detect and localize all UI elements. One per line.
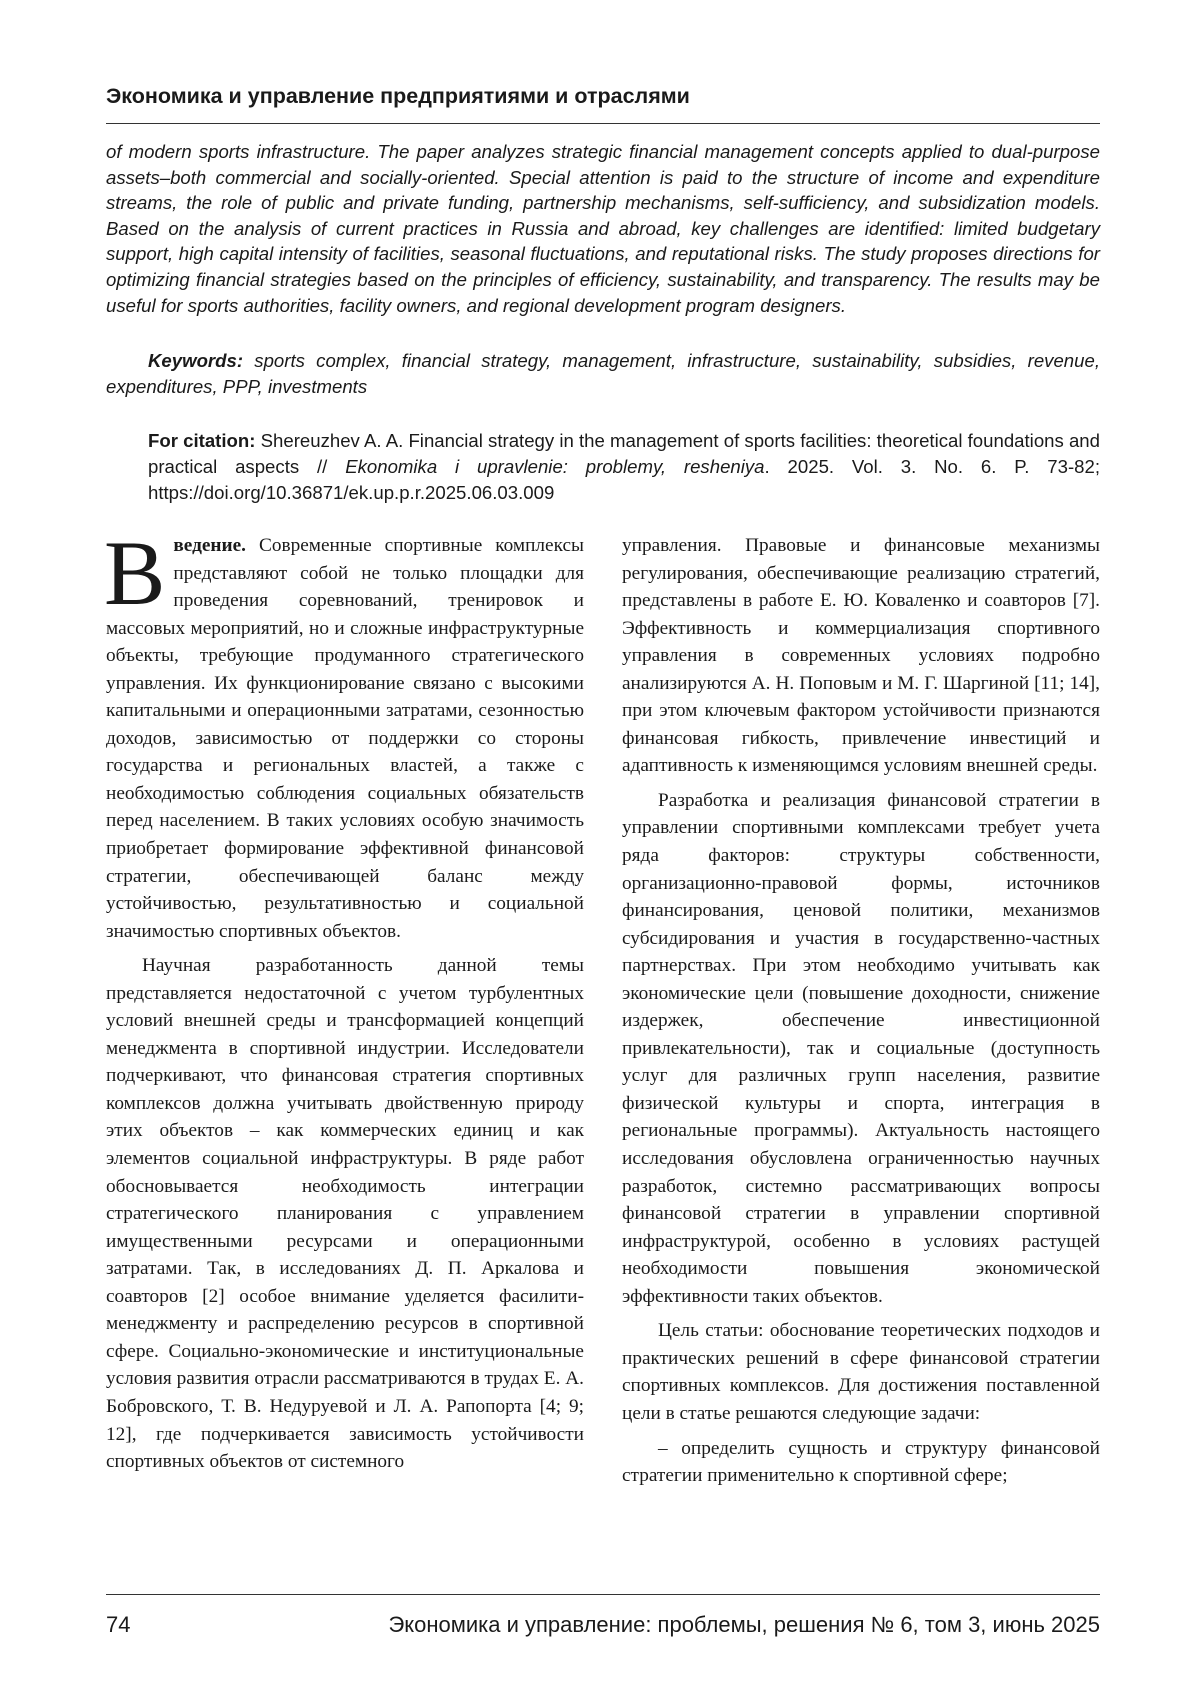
body-column-right xyxy=(622,532,1100,1497)
footer-journal-line: Экономика и управление: проблемы, решения № 6, том 3, июнь 2025 xyxy=(388,1612,1100,1637)
keywords-list: sports complex, financial strategy, management, infrastructure, sustainability, subsidies, revenue, expenditures, PPP, investments xyxy=(106,350,1100,397)
task-list-item: – определить сущность и структуру финансовой стратегии применительно к спортивной сфере; xyxy=(622,1437,1100,1487)
body-paragraph: Научная разработанность данной темы представляется недостаточной с учетом турбулентных условий внешней среды и трансформацией концепций менеджмента в спортивной индустрии. Исследователи подчеркивают, что финансовая стратегия спортивных комплексов должна учитывать двойственную природу этих объектов – как коммерческих единиц и как элементов социальной инфраструктуры. В ряде работ обосновывается необходимость интеграции стратегического планирования с управлением имущественными ресурсами и операционными затратами. Так, в исследованиях Д. П. Аркалова и соавторов [2] особое внимание уделяется фасилити-менеджменту и распределению ресурсов в спортивной сфере. Социально-экономические и институциональные условия развития отрасли рассматриваются в трудах Е. А. Бобровского, Т. В. Недуруевой и Л. А. Рапопорта [4; 9; 12], где подчеркивается зависимость устойчивости спортивных объектов от системного xyxy=(106,955,584,1473)
keywords-block xyxy=(106,348,1100,399)
keywords-label: Keywords: xyxy=(148,350,244,371)
intro-lead: ведение. xyxy=(173,535,246,556)
intro-paragraph xyxy=(104,522,584,945)
abstract-text: of modern sports infrastructure. The paper analyzes strategic financial management concepts applied to dual-purpose assets–both commercial and socially-oriented. Special attention is paid to the structure of income and expenditure streams, the role of public and private funding, partnership mechanisms, self-sufficiency, and subsidization models. Based on the analysis of current practices in Russia and abroad, key challenges are identified: limited budgetary support, high capital intensity of facilities, seasonal fluctuations, and reputational risks. The study proposes directions for optimizing financial strategies based on the principles of efficiency, sustainability, and transparency. The results may be useful for sports authorities, facility owners, and regional development program designers. xyxy=(106,141,1100,316)
citation-label: For citation: xyxy=(148,430,256,451)
body-column-left xyxy=(104,522,584,1483)
body-paragraph: управления. Правовые и финансовые механизмы регулирования, обеспечивающие реализацию стратегий, представлены в работе Е. Ю. Коваленко и соавторов [7]. Эффективность и коммерциализация спортивного управления в современных условиях подробно анализируются А. Н. Поповым и М. Г. Шаргиной [11; 14], при этом ключевым фактором устойчивости признаются финансовая гибкость, привлечение инвестиций и адаптивность к изменяющимся условиям внешней среды. xyxy=(622,535,1100,777)
citation-text-before: Shereuzhev A. A. Financial strategy in the management of sports facilities: theoretical foundations and practical aspects // xyxy=(148,430,1100,477)
intro-text: Современные спортивные комплексы представляют собой не только площадки для проведения соревнований, тренировок и массовых мероприятий, но и сложные инфраструктурные объекты, требующие продуманного стратегического управления. Их функционирование связано с высокими капитальными и операционными затратами, сезонностью доходов, зависимостью от поддержки со стороны государства и региональных властей, а также с необходимостью соблюдения социальных обязательств перед населением. В таких условиях особую значимость приобретает формирование эффективной финансовой стратегии, обеспечивающей баланс между устойчивостью, результативностью и социальной значимостью спортивных объектов. xyxy=(106,535,584,942)
drop-cap: В xyxy=(104,522,166,624)
body-paragraph: Разработка и реализация финансовой стратегии в управлении спортивными комплексами требует учета ряда факторов: структуры собственности, организационно-правовой формы, источников финансирования, ценовой политики, механизмов субсидирования и участия в государственно-частных партнерствах. При этом необходимо учитывать как экономические цели (повышение доходности, снижение издержек, обеспечение инвестиционной привлекательности), так и социальные (доступность услуг для различных групп населения, развитие физической культуры и спорта, интеграция в региональные программы). Актуальность настоящего исследования обусловлена ограниченностью научных разработок, системно рассматривающих вопросы финансовой стратегии в управлении спортивной инфраструктурой, особенно в условиях растущей необходимости повышения экономической эффективности таких объектов. xyxy=(622,789,1100,1307)
header-rule xyxy=(106,123,1100,124)
section-running-head: Экономика и управление предприятиями и отраслями xyxy=(106,84,690,108)
article-page xyxy=(106,0,1100,1698)
citation-journal: Ekonomika i upravlenie: problemy, resheniya xyxy=(345,456,765,477)
footer-rule xyxy=(106,1594,1100,1595)
body-paragraph: Цель статьи: обоснование теоретических подходов и практических решений в сфере финансовой стратегии спортивных комплексов. Для достижения поставленной цели в статье решаются следующие задачи: xyxy=(622,1320,1100,1424)
citation-block xyxy=(148,428,1100,506)
citation-text-after: . 2025. Vol. 3. No. 6. P. 73-82; https://doi.org/10.36871/ek.up.p.r.2025.06.03.009 xyxy=(148,456,1100,503)
page-number: 74 xyxy=(106,1612,131,1637)
